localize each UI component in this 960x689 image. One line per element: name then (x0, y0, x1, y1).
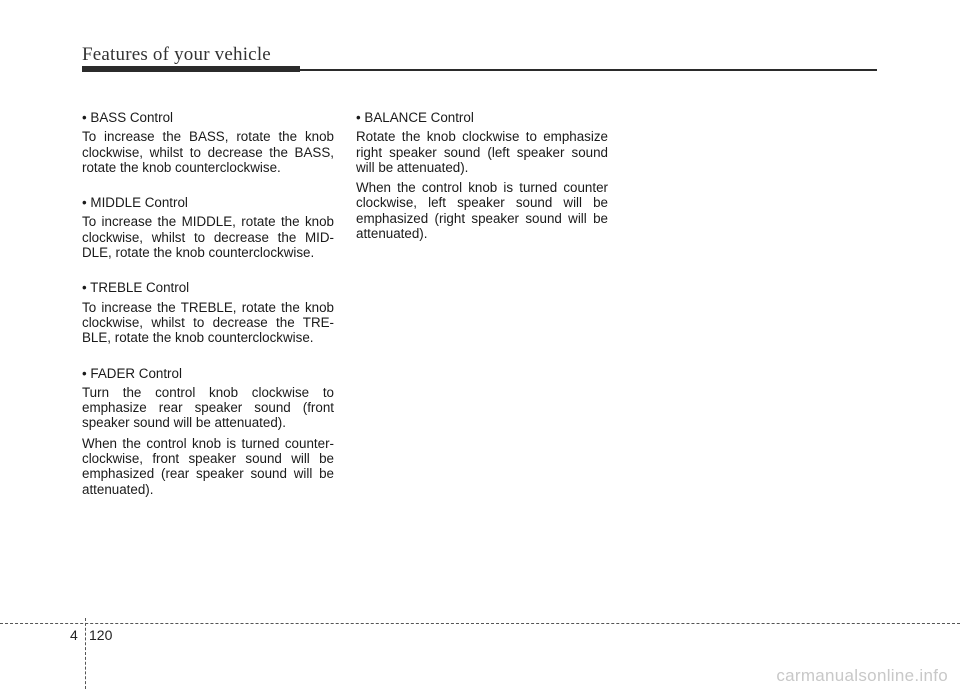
section-paragraph: When the control knob is turned counter-clockwise, front speaker sound will be emphasized (rear speaker sound will be attenuated). (82, 435, 334, 497)
section-bass (82, 110, 334, 175)
section-heading: • MIDDLE Control (82, 195, 188, 211)
section-paragraph: Rotate the knob clockwise to emphasize right speaker sound (left speaker sound will be attenuated). (356, 129, 608, 175)
section-heading: • TREBLE Control (82, 280, 190, 296)
footer-dashed-rule (0, 623, 960, 624)
section-paragraph: Turn the control knob clockwise to emphasize rear speaker sound (front speaker sound will be attenuated). (82, 384, 334, 431)
section-heading: • BALANCE Control (356, 110, 474, 125)
section-paragraph: When the control knob is turned counter clockwise, left speaker sound will be emphasized (right speaker sound will be attenuated). (356, 180, 608, 242)
page-header-title: Features of your vehicle (82, 44, 271, 65)
section-paragraph: To increase the TREBLE, rotate the knob clockwise, whilst to decrease the TRE-BLE, rotate the knob counterclockwise. (82, 299, 334, 346)
footer-dashed-divider (85, 618, 86, 689)
section-balance (356, 110, 608, 241)
section-paragraph: To increase the BASS, rotate the knob clockwise, whilst to decrease the BASS, rotate the knob counterclockwise. (82, 129, 334, 175)
section-heading: • FADER Control (82, 365, 182, 381)
watermark-text: carmanualsonline.info (776, 666, 948, 685)
footer-chapter-number: 4 (70, 627, 78, 643)
left-column (82, 110, 334, 517)
footer-page-number: 120 (89, 627, 113, 643)
section-fader (82, 366, 334, 497)
section-middle (82, 195, 334, 260)
section-paragraph: To increase the MIDDLE, rotate the knob clockwise, whilst to decrease the MID-DLE, rotate the knob counterclockwise. (82, 214, 334, 261)
right-column (356, 110, 608, 261)
section-treble (82, 280, 334, 345)
header-rule-thick (82, 66, 300, 72)
header-rule-thin (300, 69, 877, 71)
section-heading: • BASS Control (82, 110, 174, 125)
